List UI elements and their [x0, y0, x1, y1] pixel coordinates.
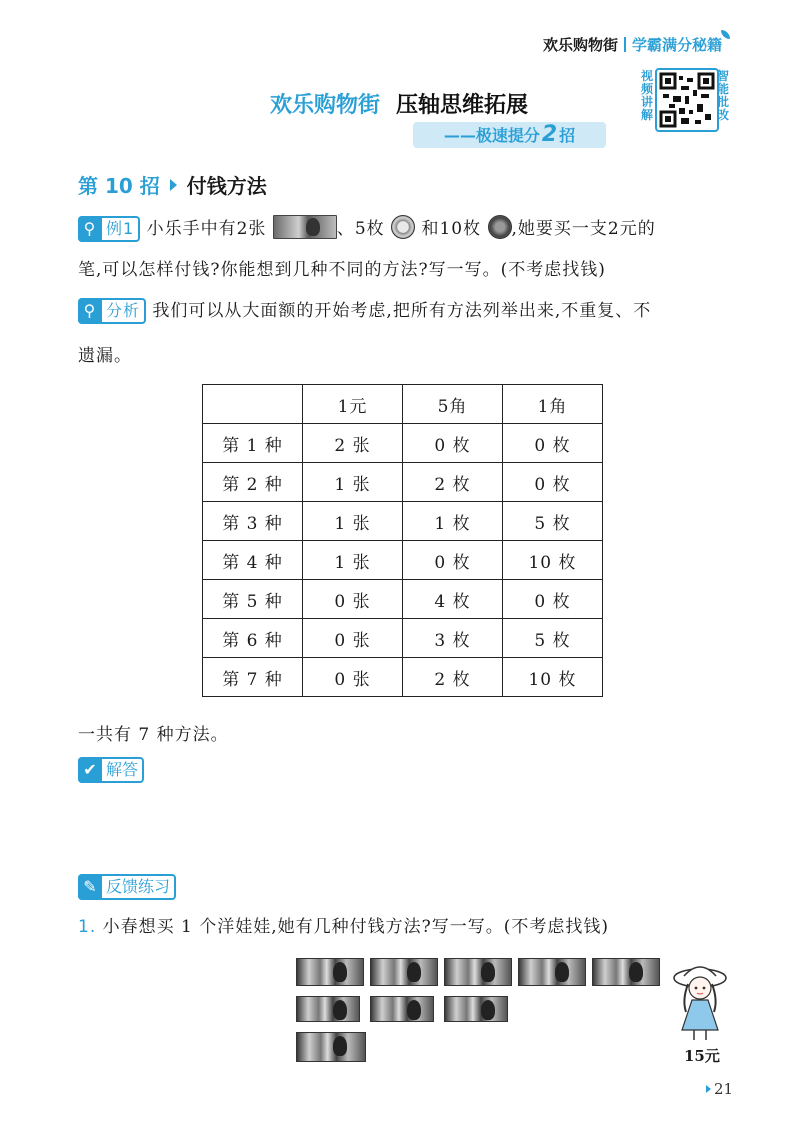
table-row	[203, 541, 603, 580]
table-cell: 第 6 种	[203, 619, 303, 658]
doll-illustration	[668, 960, 732, 1044]
leaf-icon	[721, 30, 730, 39]
analysis-line1	[78, 292, 651, 330]
checkmark-icon: ✔	[78, 757, 102, 783]
example-text-c: 和10枚	[421, 219, 482, 239]
arrow-right-icon	[170, 179, 177, 191]
table-cell: 第 2 种	[203, 463, 303, 502]
banner-suffix: 招	[559, 126, 576, 145]
page-title-part2: 压轴思维拓展	[396, 92, 529, 118]
table-header-row	[203, 385, 603, 424]
page-arrow-icon	[706, 1085, 711, 1093]
section-heading	[78, 170, 267, 199]
question-text: 小春想买 1 个洋娃娃,她有几种付钱方法?写一写。(不考虑找钱)	[102, 917, 610, 937]
feedback-section	[78, 874, 176, 900]
table-cell: 2 枚	[403, 463, 503, 502]
table-cell: 3 枚	[403, 619, 503, 658]
one-yuan-bill-icon	[273, 215, 337, 239]
feedback-tag-label: 反馈练习	[106, 877, 171, 896]
example-line1	[78, 210, 728, 248]
section-title: 付钱方法	[186, 174, 267, 198]
question-1	[78, 908, 609, 946]
one-jiao-coin-icon	[488, 215, 512, 239]
qr-code-icon[interactable]	[655, 68, 719, 132]
table-cell: 2 张	[303, 424, 403, 463]
answer-section	[78, 757, 144, 783]
table-header-cell: 5角	[403, 385, 503, 424]
section-number: 第 10 招	[78, 174, 160, 198]
paperclip-icon: ⚲	[78, 216, 102, 242]
qr-right-label: 智能批改	[716, 69, 729, 122]
table-cell: 0 枚	[403, 424, 503, 463]
feedback-tag	[78, 874, 176, 900]
analysis-text: 我们可以从大面额的开始考虑,把所有方法列举出来,不重复、不	[152, 301, 652, 321]
running-header	[543, 34, 722, 55]
analysis-line2: 遗漏。	[78, 346, 132, 366]
answer-tag	[78, 757, 144, 783]
summary-text: 一共有 7 种方法。	[78, 725, 229, 745]
banknote-icon	[370, 958, 438, 986]
price-label: 15元	[684, 1047, 720, 1065]
table-cell: 5 枚	[503, 502, 603, 541]
table-cell: 0 张	[303, 580, 403, 619]
header-separator	[624, 37, 626, 52]
analysis-tag	[78, 298, 146, 324]
banknote-icon	[296, 1032, 366, 1062]
table-cell: 第 5 种	[203, 580, 303, 619]
table-cell: 0 枚	[403, 541, 503, 580]
header-brand: 学霸满分秘籍	[631, 36, 722, 54]
table-cell: 1 枚	[403, 502, 503, 541]
table-cell: 10 枚	[503, 541, 603, 580]
page-title	[270, 88, 528, 119]
page-number-text: 21	[714, 1080, 734, 1098]
table-row	[203, 580, 603, 619]
example-tag-label: 例1	[106, 219, 135, 238]
table-cell: 第 3 种	[203, 502, 303, 541]
table-cell: 第 7 种	[203, 658, 303, 697]
banknote-icon	[296, 958, 364, 986]
table-cell: 2 枚	[403, 658, 503, 697]
table-cell: 0 张	[303, 619, 403, 658]
question-number: 1.	[78, 917, 97, 937]
table-cell: 0 枚	[503, 424, 603, 463]
table-row	[203, 502, 603, 541]
answer-tag-label: 解答	[106, 760, 139, 779]
table-cell: 1 张	[303, 541, 403, 580]
five-jiao-coin-icon	[391, 215, 415, 239]
subtitle-banner	[413, 122, 606, 148]
page-number	[706, 1080, 733, 1098]
banknote-icon	[444, 958, 512, 986]
payment-table	[202, 384, 603, 697]
table-row	[203, 658, 603, 697]
qr-left-label: 视频讲解	[640, 69, 653, 122]
banner-prefix: ——极速提分	[443, 126, 540, 145]
example-tag	[78, 216, 140, 242]
banknote-icon	[370, 996, 434, 1022]
table-cell: 第 4 种	[203, 541, 303, 580]
table-cell: 1 张	[303, 463, 403, 502]
table-cell: 0 张	[303, 658, 403, 697]
table-header-cell: 1角	[503, 385, 603, 424]
table-row	[203, 619, 603, 658]
table-row	[203, 463, 603, 502]
table-cell: 4 枚	[403, 580, 503, 619]
banknote-icon	[592, 958, 660, 986]
table-cell: 1 张	[303, 502, 403, 541]
banknote-icon	[444, 996, 508, 1022]
header-section-name: 欢乐购物街	[542, 36, 618, 54]
banknote-icon	[518, 958, 586, 986]
page-title-part1: 欢乐购物街	[270, 92, 381, 118]
table-cell: 0 枚	[503, 580, 603, 619]
analysis-tag-label: 分析	[106, 301, 141, 320]
table-cell: 10 枚	[503, 658, 603, 697]
table-cell: 5 枚	[503, 619, 603, 658]
table-row	[203, 424, 603, 463]
magnifier-icon: ⚲	[78, 298, 102, 324]
example-text-b: 、5枚	[336, 219, 385, 239]
table-header-cell	[203, 385, 303, 424]
banner-number: 2	[541, 122, 558, 147]
example-line2: 笔,可以怎样付钱?你能想到几种不同的方法?写一写。(不考虑找钱)	[78, 260, 606, 280]
example-text-a: 小乐手中有2张	[146, 219, 267, 239]
table-cell: 第 1 种	[203, 424, 303, 463]
table-header-cell: 1元	[303, 385, 403, 424]
banknote-icon	[296, 996, 360, 1022]
pencil-icon: ✎	[78, 874, 102, 900]
table-cell: 0 枚	[503, 463, 603, 502]
example-text-d: ,她要买一支2元的	[511, 219, 656, 239]
